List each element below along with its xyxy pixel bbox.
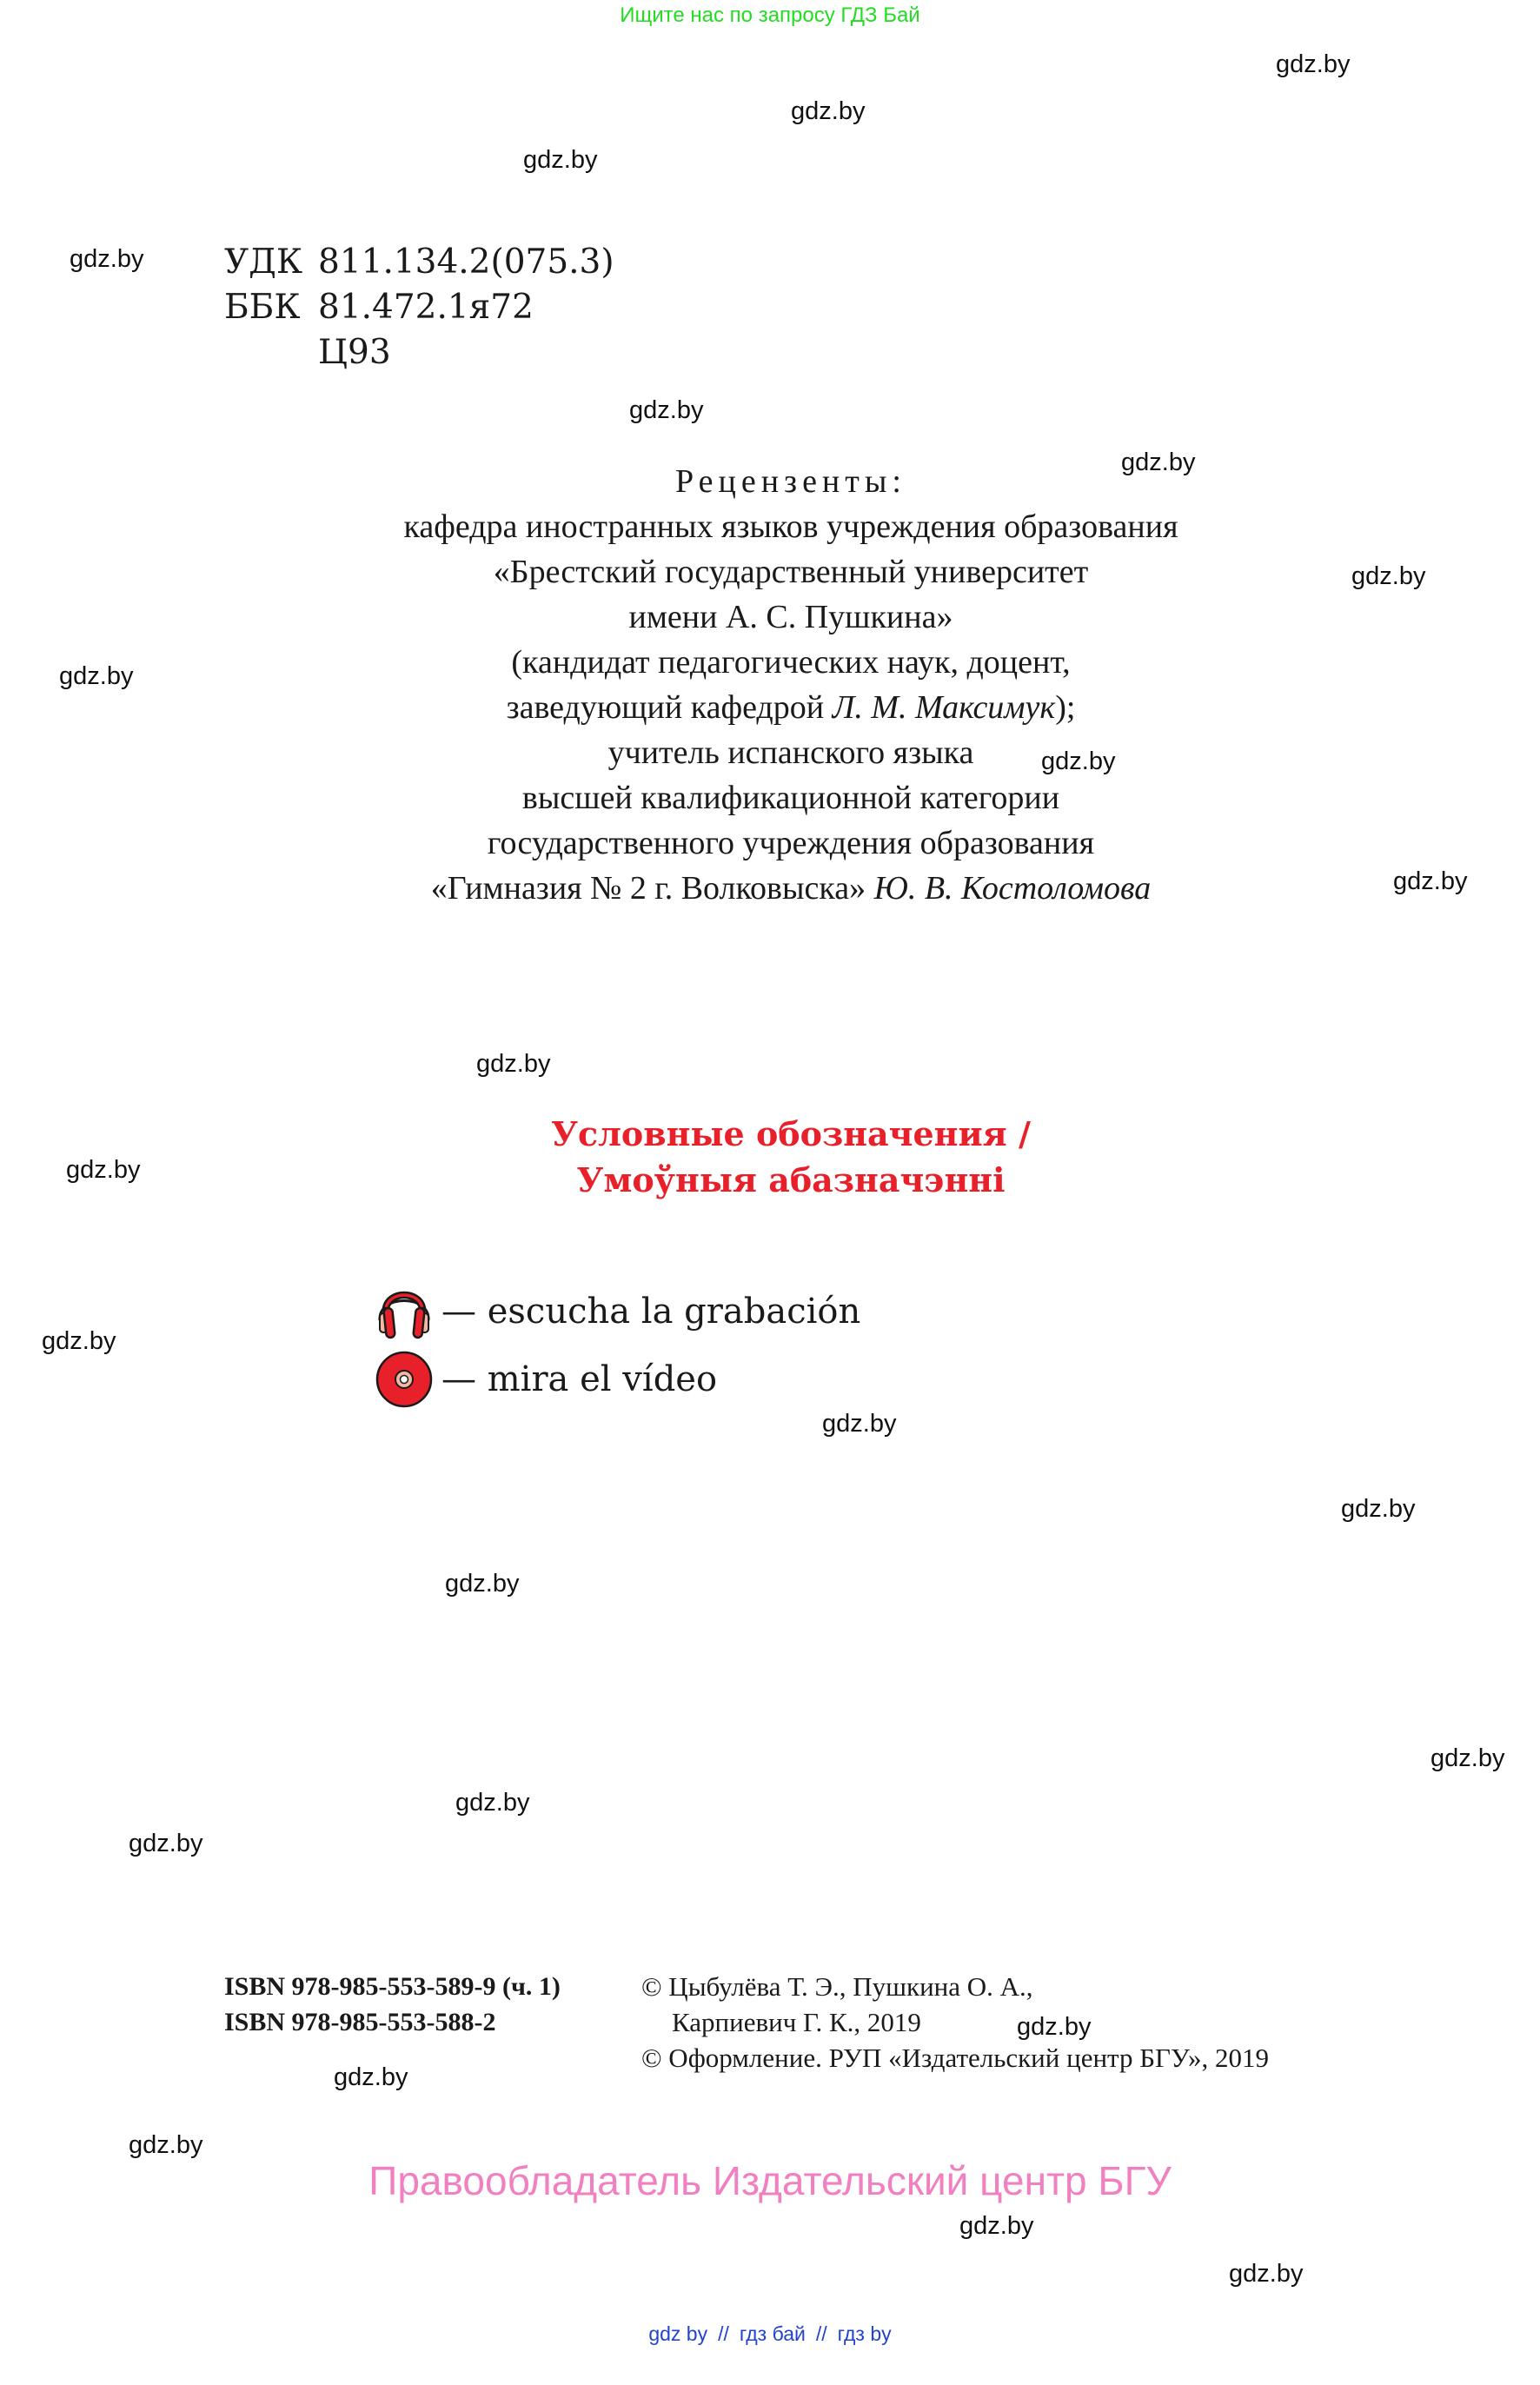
watermark: gdz.by (1041, 747, 1116, 775)
reviewer-line: кафедра иностранных языков учреждения образования (403, 508, 1178, 545)
copyright-authors-cont: Карпиевич Г. К., 2019 (672, 2007, 921, 2037)
reviewer-school-line (217, 866, 1364, 911)
search-banner: Ищите нас по запросу ГДЗ Бай (620, 3, 920, 27)
watermark: gdz.by (1341, 1495, 1416, 1523)
reviewer-line: «Брестский государственный университет (493, 554, 1089, 590)
reviewer-line: высшей квалификационной категории (521, 780, 1060, 816)
watermark: gdz.by (1017, 2013, 1092, 2041)
watermark: gdz.by (66, 1156, 141, 1184)
bbk-value: 81.472.1я72 (318, 288, 534, 327)
footer-link-gdz-bai[interactable]: гдз бай (739, 2322, 806, 2345)
reviewers-title: Рецензенты: (675, 463, 906, 500)
bbk-label: ББК (224, 288, 301, 327)
footer-links (0, 2322, 1540, 2346)
legend-heading-by: Умоўныя абазначэнні (576, 1160, 1006, 1199)
watermark: gdz.by (455, 1789, 530, 1817)
head-name: Л. М. Максимук (832, 689, 1056, 726)
watermark: gdz.by (1229, 2260, 1304, 2288)
bbk-row (224, 285, 614, 330)
school-name: «Гимназия № 2 г. Волковыска» (430, 870, 874, 907)
head-prefix: заведующий кафедрой (506, 689, 833, 726)
watermark: gdz.by (129, 2131, 203, 2159)
watermark: gdz.by (70, 245, 144, 273)
video-disc-icon (374, 1349, 435, 1410)
legend-heading (391, 1111, 1191, 1203)
reviewer-line: государственного учреждения образования (487, 825, 1095, 861)
copyright-design: © Оформление. РУП «Издательский центр БГУ», 2019 (641, 2043, 1269, 2073)
legend-audio-text: — escucha la grabación (441, 1292, 861, 1332)
rights-holder-notice: Правообладатель Издательский центр БГУ (368, 2158, 1172, 2203)
reviewer-line: (кандидат педагогических наук, доцент, (511, 644, 1071, 681)
author-mark: Ц93 (318, 333, 391, 372)
reviewer-line: учитель испанского языка (607, 734, 974, 771)
watermark: gdz.by (1393, 867, 1468, 895)
headphones-icon (374, 1281, 435, 1342)
isbn-block (224, 1969, 561, 2040)
legend-heading-ru: Условные обозначения / (551, 1114, 1031, 1153)
footer-link-gdz-by-cyr[interactable]: гдз by (837, 2322, 892, 2345)
legend-video-text: — mira el vídeo (441, 1359, 718, 1399)
udk-row (224, 240, 614, 285)
watermark: gdz.by (334, 2063, 408, 2091)
classification-block (224, 240, 614, 375)
legend-item-audio (374, 1281, 860, 1342)
watermark: gdz.by (476, 1050, 551, 1078)
watermark: gdz.by (629, 396, 704, 424)
reviewer-line: имени А. С. Пушкина» (628, 599, 953, 635)
udk-value: 811.134.2(075.3) (318, 242, 614, 282)
reviewer-head-line (217, 685, 1364, 730)
teacher-name: Ю. В. Костоломова (873, 870, 1152, 907)
watermark: gdz.by (822, 1410, 897, 1438)
isbn-set: ISBN 978-985-553-588-2 (224, 2008, 496, 2036)
watermark: gdz.by (129, 1830, 203, 1857)
head-suffix: ); (1055, 689, 1076, 726)
watermark: gdz.by (959, 2212, 1034, 2240)
watermark: gdz.by (791, 97, 866, 125)
footer-link-gdz-by[interactable]: gdz by (648, 2322, 708, 2345)
watermark: gdz.by (59, 662, 134, 690)
watermark: gdz.by (1276, 50, 1351, 78)
author-mark-row (224, 330, 614, 375)
watermark: gdz.by (1121, 448, 1196, 476)
watermark: gdz.by (1351, 562, 1426, 590)
watermark: gdz.by (445, 1570, 520, 1598)
udk-label: УДК (224, 242, 303, 282)
isbn-part1: ISBN 978-985-553-589-9 (ч. 1) (224, 1972, 561, 2001)
footer-separator: // (718, 2322, 729, 2345)
footer-separator: // (815, 2322, 827, 2345)
copyright-block (641, 1969, 1269, 2076)
watermark: gdz.by (42, 1327, 116, 1355)
watermark: gdz.by (1430, 1744, 1505, 1772)
copyright-authors: © Цыбулёва Т. Э., Пушкина О. А., (641, 1971, 1033, 2002)
legend-item-video (374, 1349, 717, 1410)
reviewers-block (217, 459, 1364, 911)
watermark: gdz.by (523, 146, 598, 174)
